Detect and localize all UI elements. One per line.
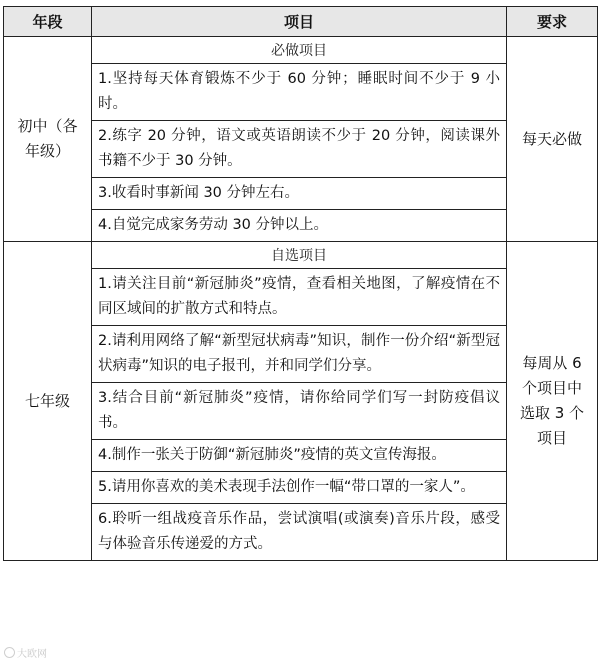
optional-item-1: 1.请关注目前“新冠肺炎”疫情，查看相关地图，了解疫情在不同区域间的扩散方式和特点。 bbox=[92, 269, 507, 326]
requirement-junior bbox=[507, 37, 598, 242]
grade-junior-label: 初中（各年级） bbox=[17, 117, 78, 160]
optional-item-6: 6.聆听一组战疫音乐作品，尝试演唱(或演奏)音乐片段，感受与体验音乐传递爱的方式。 bbox=[92, 504, 507, 561]
requirement-seven-label: 每周从 6 个项目中选取 3 个项目 bbox=[519, 354, 585, 447]
section-required: 必做项目 bbox=[92, 37, 507, 64]
watermark-logo-icon bbox=[4, 647, 15, 658]
watermark-text: 大欧网 bbox=[17, 649, 47, 660]
required-item-4: 4.自觉完成家务劳动 30 分钟以上。 bbox=[92, 210, 507, 242]
header-items: 项目 bbox=[92, 7, 507, 37]
optional-item-3: 3.结合目前“新冠肺炎”疫情，请你给同学们写一封防疫倡议书。 bbox=[92, 383, 507, 440]
header-requirement: 要求 bbox=[507, 7, 598, 37]
requirement-seven bbox=[507, 242, 598, 561]
watermark bbox=[4, 645, 47, 660]
optional-item-5: 5.请用你喜欢的美术表现手法创作一幅“带口罩的一家人”。 bbox=[92, 472, 507, 504]
required-item-3: 3.收看时事新闻 30 分钟左右。 bbox=[92, 178, 507, 210]
grade-seven: 七年级 bbox=[4, 242, 92, 561]
grade-junior bbox=[4, 37, 92, 242]
optional-item-4: 4.制作一张关于防御“新冠肺炎”疫情的英文宣传海报。 bbox=[92, 440, 507, 472]
required-item-2: 2.练字 20 分钟，语文或英语朗读不少于 20 分钟，阅读课外书籍不少于 30 分钟。 bbox=[92, 121, 507, 178]
table-row bbox=[4, 242, 598, 269]
header-grade: 年段 bbox=[4, 7, 92, 37]
optional-item-2: 2.请利用网络了解“新型冠状病毒”知识，制作一份介绍“新型冠状病毒”知识的电子报刊，并和同学们分享。 bbox=[92, 326, 507, 383]
activity-table bbox=[3, 6, 598, 561]
requirement-junior-label: 每天必做 bbox=[521, 129, 582, 148]
section-optional: 自选项目 bbox=[92, 242, 507, 269]
table-row bbox=[4, 37, 598, 64]
required-item-1: 1.坚持每天体育锻炼不少于 60 分钟；睡眠时间不少于 9 小时。 bbox=[92, 64, 507, 121]
header-row bbox=[4, 7, 598, 37]
